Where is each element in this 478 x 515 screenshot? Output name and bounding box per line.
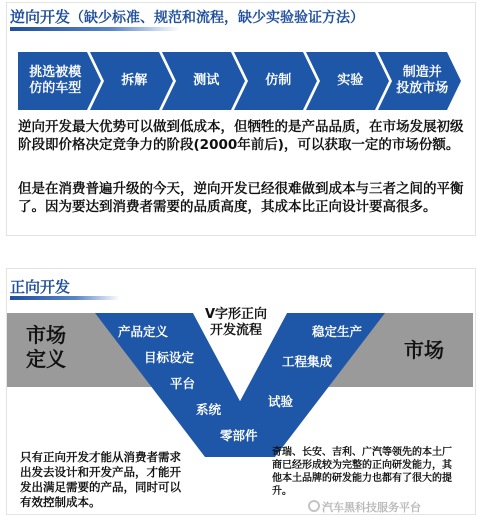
testing-label: 试验 (268, 394, 294, 409)
chevron-step-label: 实验 (337, 73, 364, 88)
product-definition-label: 产品定义 (118, 324, 169, 339)
title-underline (10, 27, 180, 31)
reverse-development-title (10, 6, 364, 27)
v-process-title (196, 307, 276, 339)
component-label: 零部件 (220, 428, 258, 443)
forward-development-description: 只有正向开发才能从消费者需求出发去设计和开发产品，才能开发出满足需要的产品，同时可以有效控制成本。 (20, 450, 181, 509)
platform-label: 平台 (170, 376, 196, 391)
chevron-step-label: 拆解 (121, 73, 148, 88)
forward-development-title: 正向开发 (10, 278, 71, 296)
wechat-icon (308, 500, 320, 512)
reverse-advantage-text: 逆向开发最大优势可以做到低成本，但牺牲的是产品品质，在市场发展初级阶段即价格决定竞争力的阶段(2000年前后)，可以获取一定的市场份额。 (18, 119, 464, 153)
v-title-line-2: 开发流程 (209, 323, 262, 338)
reverse-title-note: （缺少标准、规范和流程，缺少实验验证方法） (70, 10, 365, 26)
chevron-step-label: 制造并 投放市场 (396, 65, 449, 96)
title-underline (10, 296, 120, 300)
target-setting-label: 目标设定 (144, 350, 195, 365)
system-label: 系统 (196, 402, 222, 417)
chevron-step-label: 测试 (193, 73, 220, 88)
reverse-limitation-text: 但是在消费普遍升级的今天，逆向开发已经很难做到成本与三者之间的平衡了。因为要达到消费者需要的品质高度，其成本比正向设计要高很多。 (18, 181, 464, 215)
local-oem-description: 奇瑞、长安、吉利、广汽等领先的本土厂商已经形成较为完整的正向研发能力，其他本土品牌的研发能力也都有了很大的提升。 (272, 447, 452, 497)
chevron-step-label: 挑选被模 仿的车型 (29, 65, 82, 96)
market-definition-label (26, 323, 66, 371)
reverse-title-main: 逆向开发 (10, 8, 71, 26)
stable-production-label: 稳定生产 (312, 324, 363, 339)
market-label: 市场 (404, 338, 444, 362)
watermark: 汽车黑科技服务平台 (322, 501, 421, 514)
market-definition-line-1: 市场 (26, 323, 66, 347)
chevron-step-label: 仿制 (265, 73, 292, 88)
v-title-line-1: V字形正向 (204, 307, 268, 322)
market-definition-line-2: 定义 (26, 347, 66, 371)
engineering-integration-label: 工程集成 (282, 354, 333, 369)
